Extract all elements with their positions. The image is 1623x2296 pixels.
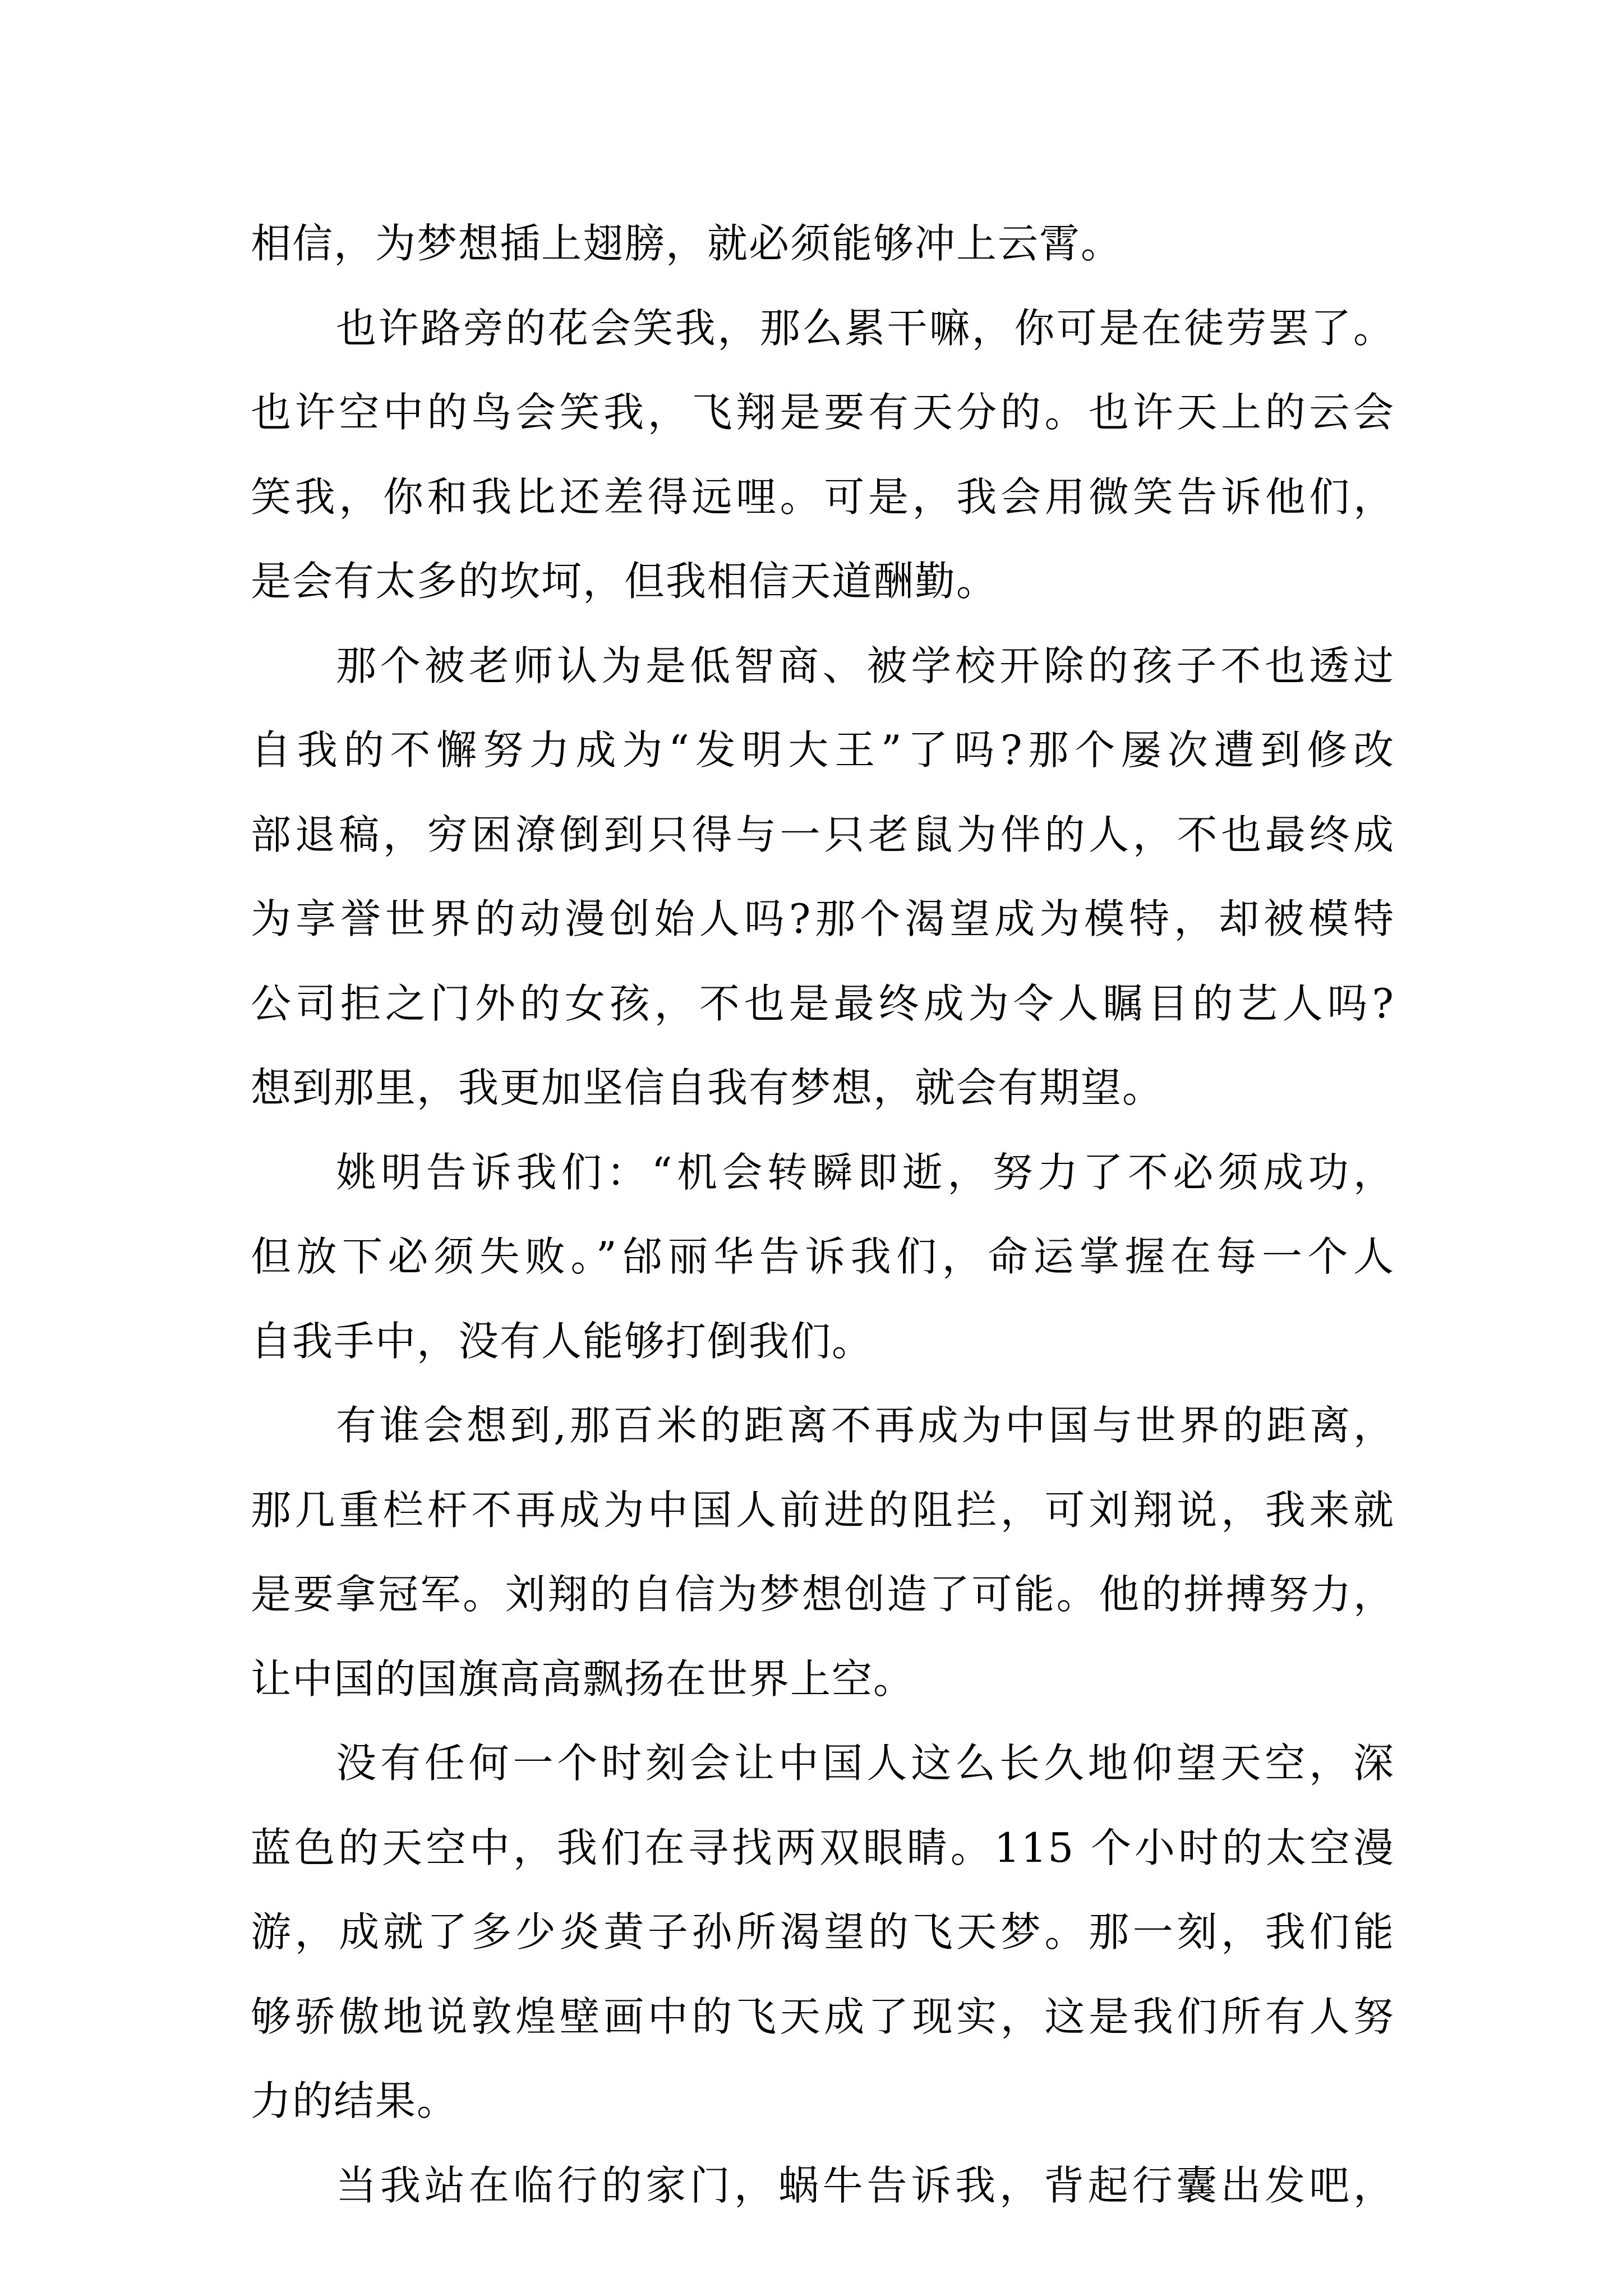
text-line: 部退稿，穷困潦倒到只得与一只老鼠为伴的人，不也最终成: [251, 811, 1395, 858]
text-line: 姚明告诉我们：“机会转瞬即逝，努力了不必须成功，: [336, 1148, 1395, 1196]
text-line: 想到那里，我更加坚信自我有梦想，就会有期望。: [251, 1064, 1164, 1111]
text-line: 笑我，你和我比还差得远哩。可是，我会用微笑告诉他们，: [251, 473, 1395, 521]
text-line: 没有任何一个时刻会让中国人这么长久地仰望天空，深: [336, 1740, 1395, 1787]
paragraph: [251, 1130, 1395, 1384]
text-line: 自我的不懈努力成为“发明大王”了吗?那个屡次遭到修改: [251, 726, 1395, 774]
text-line: 也许路旁的花会笑我，那么累干嘛，你可是在徒劳罢了。: [336, 304, 1395, 352]
text-line: 自我手中，没有人能够打倒我们。: [251, 1317, 874, 1365]
paragraph: [251, 1721, 1395, 2143]
text-line: 蓝色的天空中，我们在寻找两双眼睛。115 个小时的太空漫: [251, 1824, 1395, 1871]
paragraph: [251, 201, 1395, 286]
text-line: 是会有太多的坎坷，但我相信天道酬勤。: [251, 558, 998, 605]
text-line: 相信，为梦想插上翅膀，就必须能够冲上云霄。: [251, 220, 1123, 267]
paragraph: [251, 624, 1395, 1130]
text-line: 为享誉世界的动漫创始人吗?那个渴望成为模特，却被模特: [251, 895, 1395, 942]
text-line: 当我站在临行的家门，蜗牛告诉我，背起行囊出发吧，: [336, 2161, 1395, 2209]
paragraph: [251, 2143, 1395, 2228]
paragraph: [251, 1383, 1395, 1721]
text-line: 力的结果。: [251, 2077, 459, 2124]
body-text: [251, 201, 1395, 2228]
text-line: 那几重栏杆不再成为中国人前进的阻拦，可刘翔说，我来就: [251, 1486, 1395, 1534]
text-line: 有谁会想到,那百米的距离不再成为中国与世界的距离，: [336, 1402, 1395, 1449]
text-line: 让中国的国旗高高飘扬在世界上空。: [251, 1655, 915, 1703]
paragraph: [251, 286, 1395, 624]
text-line: 够骄傲地说敦煌壁画中的飞天成了现实，这是我们所有人努: [251, 1993, 1395, 2040]
text-line: 是要拿冠军。刘翔的自信为梦想创造了可能。他的拼搏努力，: [251, 1571, 1395, 1618]
text-line: 但放下必须失败。”邰丽华告诉我们，命运掌握在每一个人: [251, 1233, 1395, 1280]
text-line: 游，成就了多少炎黄子孙所渴望的飞天梦。那一刻，我们能: [251, 1908, 1395, 1955]
text-line: 也许空中的鸟会笑我，飞翔是要有天分的。也许天上的云会: [251, 389, 1395, 436]
text-line: 公司拒之门外的女孩，不也是最终成为令人瞩目的艺人吗?: [251, 979, 1395, 1027]
text-line: 那个被老师认为是低智商、被学校开除的孩子不也透过: [336, 642, 1395, 689]
